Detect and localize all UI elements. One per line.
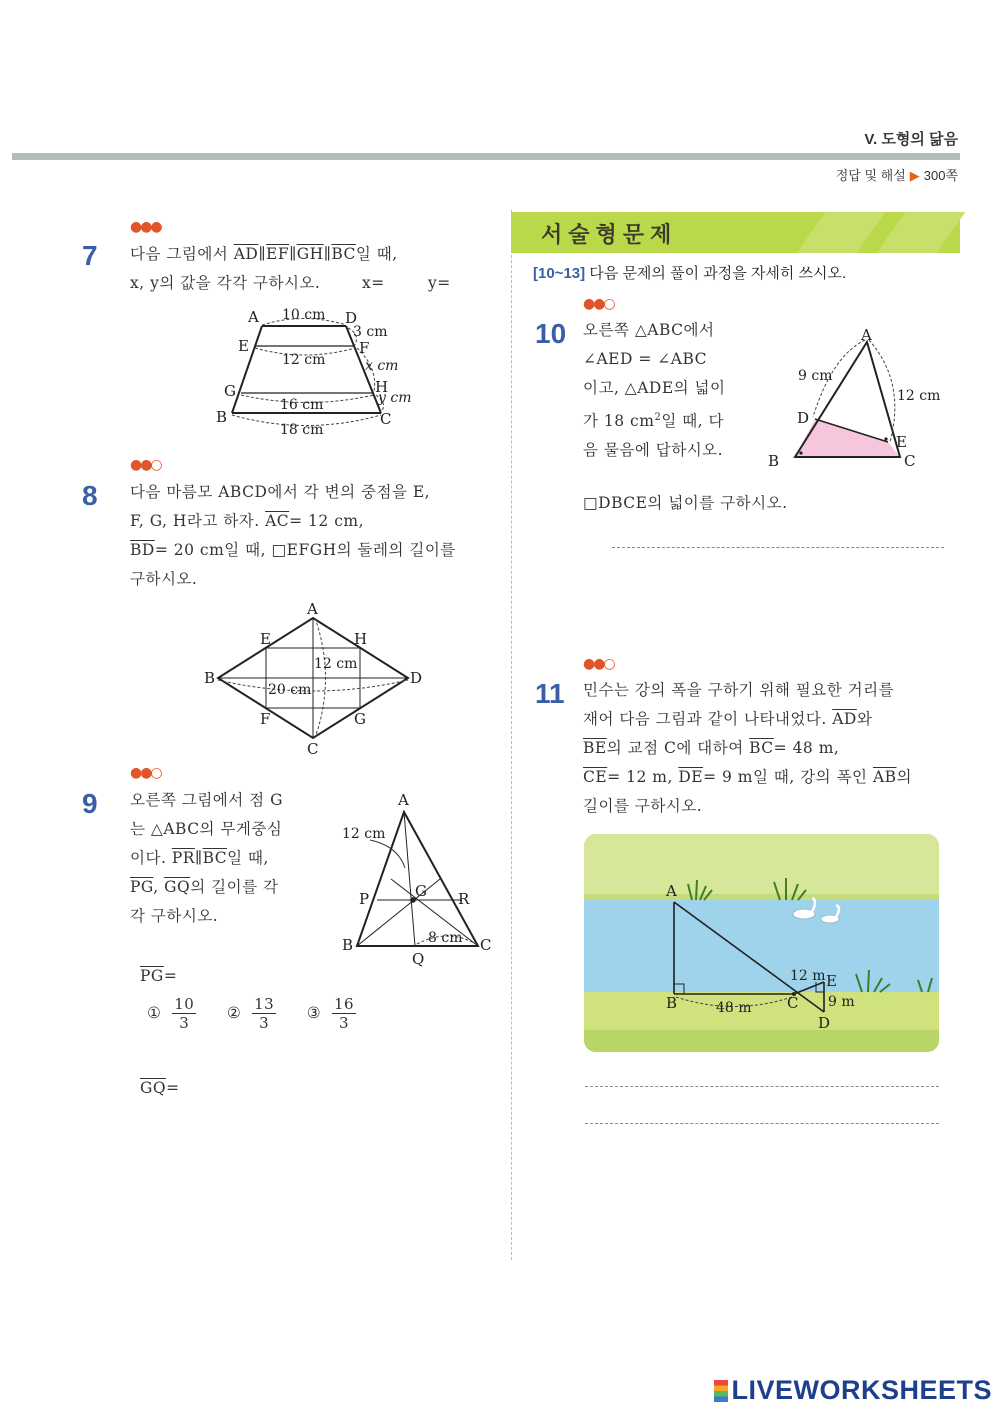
question-number-9: 9 bbox=[82, 788, 98, 819]
figure-q9-triangle bbox=[330, 788, 500, 970]
label-H: H bbox=[375, 378, 389, 396]
label-A: A bbox=[248, 308, 259, 326]
gq-answer-label: $\overline{GQ}=$ bbox=[140, 1079, 180, 1097]
question-8-text: 다음 마름모 ABCD에서 각 변의 중점을 E, F, G, H라고 하자. $\overline{AC}= 12$ cm, $\overline{BD}= 20$ cm일 때, □EFGH의 둘레의 길이를 구하시오. bbox=[130, 483, 456, 588]
label-C: C bbox=[380, 410, 392, 428]
label-P: P bbox=[359, 890, 370, 908]
label-B: B bbox=[342, 936, 354, 954]
option-2[interactable]: ② $\frac{13}{3}$ bbox=[226, 995, 275, 1032]
label-C: C bbox=[480, 936, 492, 954]
label-ag-length: 12 cm bbox=[342, 826, 386, 842]
question-11-text: 민수는 강의 폭을 구하기 위해 필요한 거리를 재어 다음 그림과 같이 나타내었다. $\overline{AD}$와 $\overline{BE}$의 교점 C에 대하여 $\overline{BC}= 48$ m, $\overline{CE}= 12$ m, $\overline{DE}= 9$ m일 때, 강의 폭인 $\overline{AB}$의 길이를 구하시오. bbox=[583, 681, 913, 815]
label-bd-length: 20 cm bbox=[268, 682, 312, 698]
label-A: A bbox=[398, 791, 409, 809]
figure-q10-triangle bbox=[760, 322, 950, 472]
label-qc-length: 8 cm bbox=[428, 930, 463, 946]
label-bc-length: 18 cm bbox=[280, 422, 324, 438]
figure-q7-trapezoid bbox=[200, 298, 440, 440]
question-10-text: 오른쪽 △ABC에서 ∠AED = ∠ABC 이고, △ADE의 넓이 가 18 $cm^2$일 때, 다 음 물음에 답하시오. bbox=[583, 321, 726, 460]
label-G: G bbox=[354, 710, 366, 728]
label-gh-length: 16 cm bbox=[280, 397, 324, 413]
difficulty-q9: ●●○ bbox=[130, 765, 161, 781]
label-hc-length: y cm bbox=[378, 390, 412, 406]
label-ef-length: 12 cm bbox=[282, 352, 326, 368]
label-R: R bbox=[458, 890, 470, 908]
pg-options bbox=[147, 995, 356, 1032]
label-A: A bbox=[307, 600, 318, 618]
label-H: H bbox=[354, 630, 368, 648]
label-D: D bbox=[345, 309, 358, 327]
answer-line-q10[interactable] bbox=[612, 547, 944, 548]
river bbox=[584, 900, 939, 992]
label-ce-length: 12 m bbox=[790, 968, 826, 984]
question-number-7: 7 bbox=[82, 240, 98, 271]
figure-q8-rhombus bbox=[196, 600, 436, 758]
label-C: C bbox=[307, 740, 319, 758]
answer-y-input[interactable] bbox=[452, 273, 506, 296]
label-C: C bbox=[904, 452, 916, 470]
brand-logo: LIVEWORKSHEETS bbox=[714, 1375, 992, 1406]
option-3[interactable]: ③ $\frac{16}{3}$ bbox=[306, 995, 355, 1032]
answer-line-q11-2[interactable] bbox=[585, 1123, 939, 1124]
label-C: C bbox=[787, 994, 799, 1012]
logo-icon bbox=[714, 1380, 728, 1402]
answer-reference: 정답 및 해설 ▶ 300쪽 bbox=[835, 168, 958, 183]
question-number-10: 10 bbox=[535, 318, 567, 349]
label-E: E bbox=[238, 337, 249, 355]
arrow-right-icon: ▶ bbox=[909, 168, 920, 183]
section-banner bbox=[511, 212, 960, 253]
chapter-title: V. 도형의 닮음 bbox=[864, 131, 958, 148]
figure-q11-river bbox=[584, 834, 939, 1052]
label-D: D bbox=[797, 409, 810, 427]
label-ad-length: 9 cm bbox=[798, 368, 833, 384]
label-B: B bbox=[768, 452, 780, 470]
label-ac-length: 12 cm bbox=[897, 388, 941, 404]
question-10-subquestion: □DBCE의 넓이를 구하시오. bbox=[583, 494, 788, 512]
section-instruction: [10~13] 다음 문제의 풀이 과정을 자세히 쓰시오. bbox=[533, 265, 847, 282]
section-title: 서술형문제 bbox=[541, 222, 678, 247]
label-E: E bbox=[896, 433, 907, 451]
label-B: B bbox=[204, 669, 216, 687]
difficulty-q11: ●●○ bbox=[583, 656, 614, 672]
gq-answer-input[interactable] bbox=[180, 1078, 304, 1101]
label-G: G bbox=[224, 382, 236, 400]
label-fh-length: x cm bbox=[365, 358, 399, 374]
label-bc-length: 48 m bbox=[716, 1000, 752, 1016]
question-number-8: 8 bbox=[82, 480, 98, 511]
label-df-length: 3 cm bbox=[353, 324, 388, 340]
label-ac-length: 12 cm bbox=[314, 656, 358, 672]
question-number-11: 11 bbox=[535, 678, 565, 709]
difficulty-q8: ●●○ bbox=[130, 457, 161, 473]
label-Q: Q bbox=[412, 950, 425, 968]
question-7-text: 다음 그림에서 $\overline{AD}\parallel\overline{EF}\parallel\overline{GH}\parallel\overline{BC}$일 때, x, y의 값을 각각 구하시오. x= y= bbox=[130, 240, 500, 298]
label-F: F bbox=[359, 339, 370, 357]
header-rule bbox=[12, 153, 960, 160]
label-E: E bbox=[826, 972, 837, 990]
label-G: G bbox=[415, 882, 427, 900]
difficulty-q10: ●●○ bbox=[583, 296, 614, 312]
label-A: A bbox=[861, 326, 872, 344]
label-E: E bbox=[260, 630, 271, 648]
option-1[interactable]: ① $\frac{10}{3}$ bbox=[147, 995, 195, 1032]
label-ad-length: 10 cm bbox=[282, 307, 326, 323]
quad-dbce-fill bbox=[795, 419, 900, 457]
label-de-length: 9 m bbox=[828, 994, 855, 1010]
difficulty-q7: ●●● bbox=[130, 219, 161, 235]
pg-answer-label: $\overline{PG}=$ bbox=[140, 967, 178, 985]
label-D: D bbox=[818, 1014, 831, 1032]
answer-line-q11-1[interactable] bbox=[585, 1086, 939, 1087]
label-B: B bbox=[666, 994, 678, 1012]
pg-answer-input[interactable] bbox=[180, 966, 304, 989]
question-9-text: 오른쪽 그림에서 점 G 는 △ABC의 무게중심 이다. $\overline{PR}\parallel\overline{BC}$일 때, $\overline{PG}$, $\overline{GQ}$의 길이를 각 각 구하시오. bbox=[130, 791, 283, 925]
label-D: D bbox=[410, 669, 423, 687]
label-A: A bbox=[666, 882, 677, 900]
label-F: F bbox=[260, 710, 271, 728]
column-divider bbox=[511, 210, 512, 1260]
label-B: B bbox=[216, 408, 228, 426]
